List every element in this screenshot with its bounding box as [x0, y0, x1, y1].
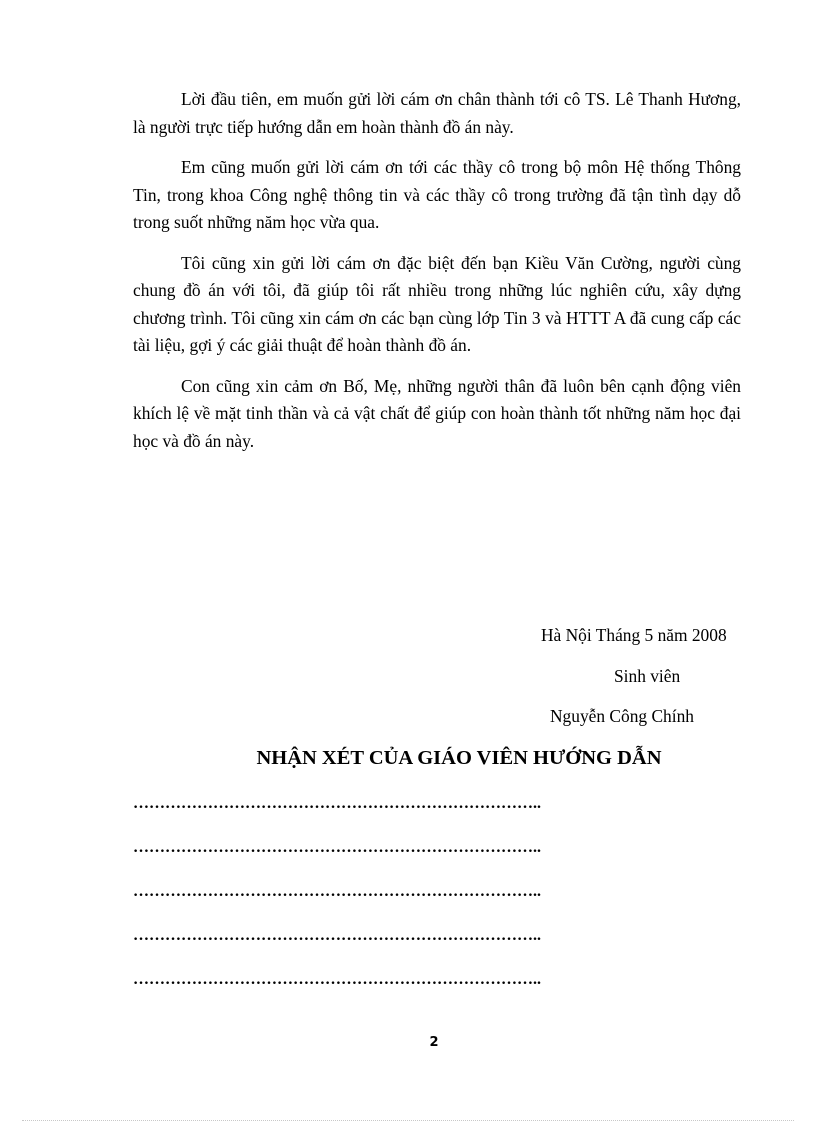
- review-dotted-line: …………………………………………………………………..: [133, 795, 541, 812]
- review-dotted-line: …………………………………………………………………..: [133, 883, 541, 900]
- signature-name: Nguyễn Công Chính: [550, 706, 694, 726]
- acknowledgement-paragraph: Tôi cũng xin gửi lời cám ơn đặc biệt đến bạn Kiều Văn Cường, người cùng chung đồ án với tôi, đã giúp tôi rất nhiều trong những lúc nghiên cứu, xây dựng chương trình. Tôi cũng xin cám ơn các bạn cùng lớp Tin 3 và HTTT A đã cung cấp các tài liệu, gợi ý các giải thuật để hoàn thành đồ án.: [133, 252, 741, 355]
- page-bottom-border: [22, 1120, 794, 1121]
- page-number: 2: [429, 1035, 439, 1050]
- review-dotted-line: …………………………………………………………………..: [133, 971, 541, 988]
- acknowledgement-body: [133, 86, 741, 468]
- acknowledgement-paragraph: Em cũng muốn gửi lời cám ơn tới các thầy cô trong bộ môn Hệ thống Thông Tin, trong khoa Công nghệ thông tin và các thầy cô trong trường đã tận tình dạy dỗ trong suốt những năm học vừa qua.: [133, 157, 741, 232]
- signature-place-date: Hà Nội Tháng 5 năm 2008: [541, 625, 727, 645]
- signature-role: Sinh viên: [614, 666, 681, 686]
- acknowledgement-paragraph: Lời đầu tiên, em muốn gửi lời cám ơn chân thành tới cô TS. Lê Thanh Hương, là người trực tiếp hướng dẫn em hoàn thành đồ án này.: [133, 89, 741, 137]
- review-heading: NHẬN XÉT CỦA GIÁO VIÊN HƯỚNG DẪN: [256, 747, 662, 769]
- review-dotted-line: …………………………………………………………………..: [133, 927, 541, 944]
- review-dotted-line: …………………………………………………………………..: [133, 839, 541, 856]
- acknowledgement-paragraph: Con cũng xin cảm ơn Bố, Mẹ, những người thân đã luôn bên cạnh động viên khích lệ về mặt tinh thần và cả vật chất để giúp con hoàn thành tốt những năm học đại học và đồ án này.: [133, 375, 741, 451]
